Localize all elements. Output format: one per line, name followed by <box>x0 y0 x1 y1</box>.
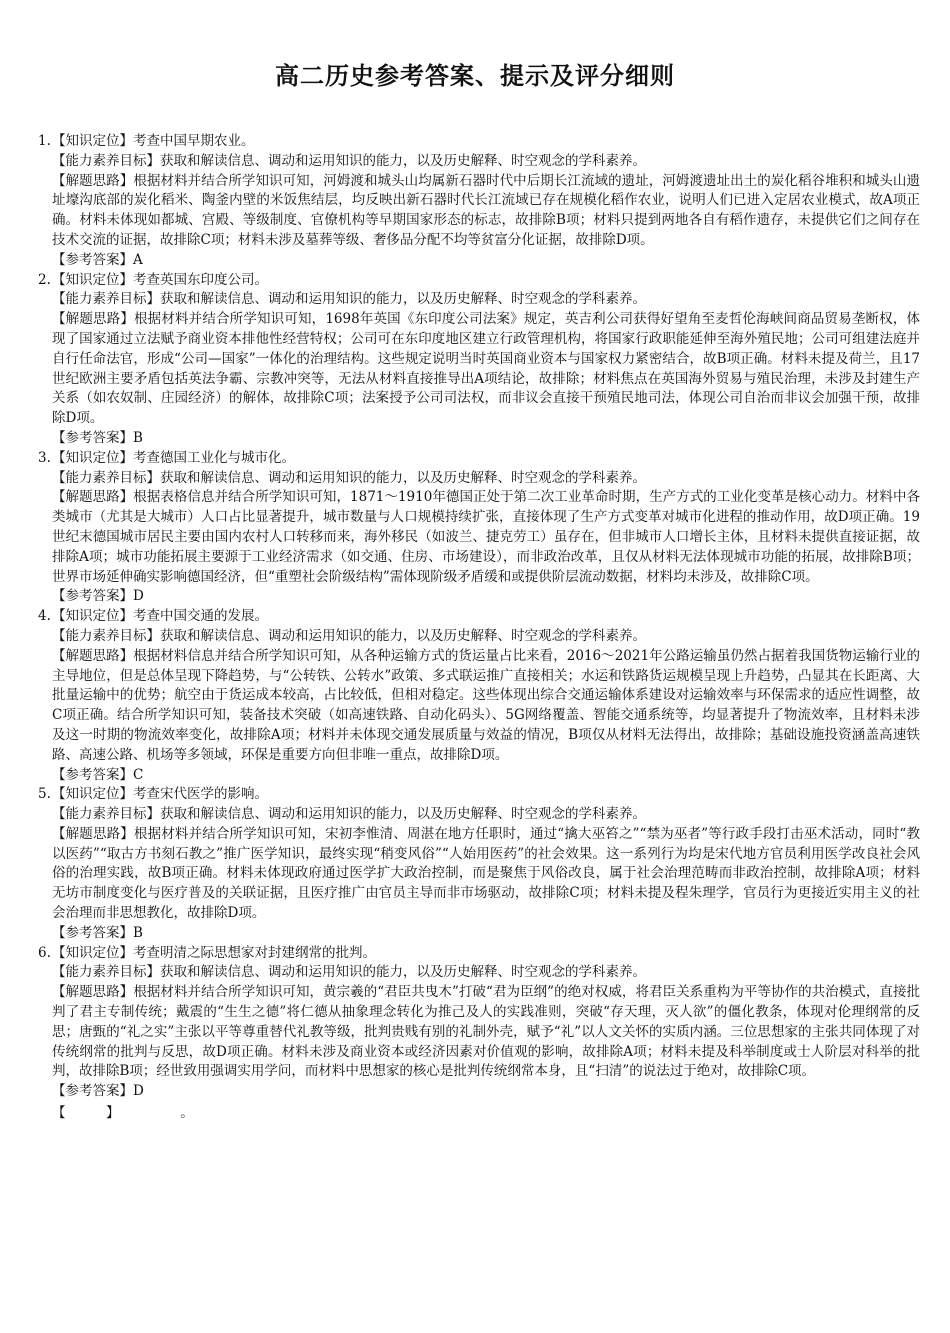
answer-line: 【参考答案】B <box>52 429 143 446</box>
question-4 <box>38 607 920 785</box>
analysis-paragraph: 【解题思路】根据材料并结合所学知识可知，黄宗羲的“君臣共曳木”打破“君为臣纲”的绝对权威，将君臣关系重构为平等协作的共治模式，直接批判了君主专制传统；戴震的“生生之德”将仁德从抽象理念转化为推己及人的实践准则，突破“存天理，灭人欲”的僵化教条，体现对伦理纲常的反思；唐甄的“礼之实”主张以平等尊重替代礼教等级，批判贵贱有别的礼制外壳，赋予“礼”以人文关怀的实质内涵。三位思想家的主张共同体现了对传统纲常的批判与反思，故D项正确。材料未涉及商业资本或经济因素对价值观的影响，故排除A项；材料未提及科举制度或士人阶层对科举的批判，故排除B项；经世致用强调实用学问，而材料中思想家的核心是批判传统纲常本身，且“扫清”的说法过于绝对，故排除C项。 <box>52 984 920 1080</box>
answer-line: 【参考答案】D <box>52 1083 144 1100</box>
question-number: 3. <box>38 449 51 466</box>
trailing-blank-line: 【 】 。 <box>52 1105 194 1122</box>
question-1 <box>38 132 920 271</box>
knowledge-line: 2.【知识定位】考查英国东印度公司。 <box>38 271 920 291</box>
question-number: 2. <box>38 271 51 288</box>
analysis-paragraph: 【解题思路】根据材料并结合所学知识可知，河姆渡和城头山均属新石器时代中后期长江流域的遗址，河姆渡遗址出土的炭化稻谷堆积和城头山遗址壕沟底部的炭化稻米、陶釜内壁的米饭焦结层，均反映出新石器时代长江流域已存在规模化稻作农业，说明人们已进入定居农业模式，故A项正确。材料未体现如都城、宫殿、等级制度、官僚机构等早期国家形态的标志，故排除B项；材料只提到两地各自有稻作遗存，未提供它们之间存在技术交流的证据，故排除C项；材料未涉及墓葬等级、奢侈品分配不均等贫富分化证据，故排除D项。 <box>52 172 920 248</box>
page-title: 高二历史参考答案、提示及评分细则 <box>275 62 675 90</box>
ability-line: 【能力素养目标】获取和解读信息、调动和运用知识的能力，以及历史解释、时空观念的学科素养。 <box>52 806 646 823</box>
ability-line: 【能力素养目标】获取和解读信息、调动和运用知识的能力，以及历史解释、时空观念的学科素养。 <box>52 469 646 486</box>
ability-line: 【能力素养目标】获取和解读信息、调动和运用知识的能力，以及历史解释、时空观念的学科素养。 <box>52 152 646 169</box>
answer-line: 【参考答案】D <box>52 588 144 605</box>
ability-line: 【能力素养目标】获取和解读信息、调动和运用知识的能力，以及历史解释、时空观念的学科素养。 <box>52 291 646 308</box>
question-number: 6. <box>38 944 51 961</box>
answer-line: 【参考答案】C <box>52 766 144 783</box>
analysis-paragraph: 【解题思路】根据材料并结合所学知识可知，1698年英国《东印度公司法案》规定，英吉利公司获得好望角至麦哲伦海峡间商品贸易垄断权，体现了国家通过立法赋予商业资本排他性经营特权；公司可在东印度地区建立行政管理机构，将国家行政职能延伸至海外殖民地；公司可组建法庭并自行任命法官，形成“公司—国家”一体化的治理结构。这些规定说明当时英国商业资本与国家权力紧密结合，故B项正确。材料未提及荷兰，且17世纪欧洲主要矛盾包括英法争霸、宗教冲突等，无法从材料直接推导出A项结论，故排除；材料焦点在英国海外贸易与殖民治理，未涉及封建生产关系（如农奴制、庄园经济）的解体，故排除C项；法案授予公司司法权，而非议会直接干预殖民地司法，体现公司自治而非议会加强干预，故排除D项。 <box>52 311 920 427</box>
question-2 <box>38 271 920 449</box>
analysis-paragraph: 【解题思路】根据材料并结合所学知识可知，宋初李惟清、周湛在地方任职时，通过“擒大巫笞之”“禁为巫者”等行政手段打击巫术活动，同时“教以医药”“取古方书刻石教之”推广医学知识，最终实现“稍变风俗”“人始用医药”的社会效果。这一系列行为均是宋代地方官员利用医学改良社会风俗的治理实践，故B项正确。材料未体现政府通过医学扩大政治控制，而是聚焦于风俗改良，属于社会治理范畴而非政治控制，故排除A项；材料无坊市制度变化与医疗普及的关联证据，且医疗推广由官员主导而非市场驱动，故排除C项；材料未提及程朱理学，官员行为更接近实用主义的社会治理而非思想教化，故排除D项。 <box>52 825 920 922</box>
answer-line: 【参考答案】B <box>52 924 143 941</box>
knowledge-line: 4.【知识定位】考查中国交通的发展。 <box>38 607 920 627</box>
knowledge-line: 6.【知识定位】考查明清之际思想家对封建纲常的批判。 <box>38 944 920 964</box>
question-number: 5. <box>38 786 51 803</box>
question-number: 4. <box>38 608 51 625</box>
ability-line: 【能力素养目标】获取和解读信息、调动和运用知识的能力，以及历史解释、时空观念的学科素养。 <box>52 627 646 644</box>
question-5 <box>38 785 920 943</box>
question-number: 1. <box>38 133 51 149</box>
analysis-paragraph: 【解题思路】根据材料信息并结合所学知识可知，从各种运输方式的货运量占比来看，2016～2021年公路运输虽仍然占据着我国货物运输行业的主导地位，但是总体呈现下降趋势，与“公转铁、公转水”政策、多式联运推广直接相关；水运和铁路货运规模呈现上升趋势，凸显其在长距离、大批量运输中的优势；航空由于货运成本较高，占比较低，但相对稳定。这些体现出综合交通运输体系建设对运输效率与环保需求的适应性调整，故C项正确。结合所学知识可知，装备技术突破（如高速铁路、自动化码头）、5G网络覆盖、智能交通系统等，均显著提升了物流效率，且材料未涉及这一时期的物流效率变化，故排除A项；材料并未体现交通发展质量与效益的情况，B项仅从材料无法得出，故排除；基础设施投资涵盖高速铁路、高速公路、机场等多领域，环保是重要方向但非唯一重点，故排除D项。 <box>52 647 920 763</box>
knowledge-line: 1.【知识定位】考查中国早期农业。 <box>38 132 920 152</box>
knowledge-line: 5.【知识定位】考查宋代医学的影响。 <box>38 785 920 805</box>
ability-line: 【能力素养目标】获取和解读信息、调动和运用知识的能力，以及历史解释、时空观念的学科素养。 <box>52 964 646 981</box>
question-6 <box>38 944 920 1102</box>
answer-list <box>38 132 920 1124</box>
question-3 <box>38 449 920 607</box>
knowledge-line: 3.【知识定位】考查德国工业化与城市化。 <box>38 449 920 469</box>
analysis-paragraph: 【解题思路】根据表格信息并结合所学知识可知，1871～1910年德国正处于第二次工业革命时期，生产方式的工业化变革是核心动力。材料中各类城市（尤其是大城市）人口占比显著提升，城市数量与人口规模持续扩张，直接体现了生产方式变革对城市化进程的推动作用，故D项正确。19世纪末德国城市居民主要由国内农村人口转移而来，海外移民（如波兰、捷克劳工）虽存在，但非城市人口增长主体，且材料未提供直接证据，故排除A项；城市功能拓展主要源于工业经济需求（如交通、住房、市场建设），而非政治改革，且仅从材料无法体现城市功能的拓展，故排除B项；世界市场延伸确实影响德国经济，但“重塑社会阶级结构”需体现阶级矛盾缓和或提供阶层流动数据，材料均未涉及，故排除C项。 <box>52 489 920 585</box>
answer-line: 【参考答案】A <box>52 251 143 268</box>
